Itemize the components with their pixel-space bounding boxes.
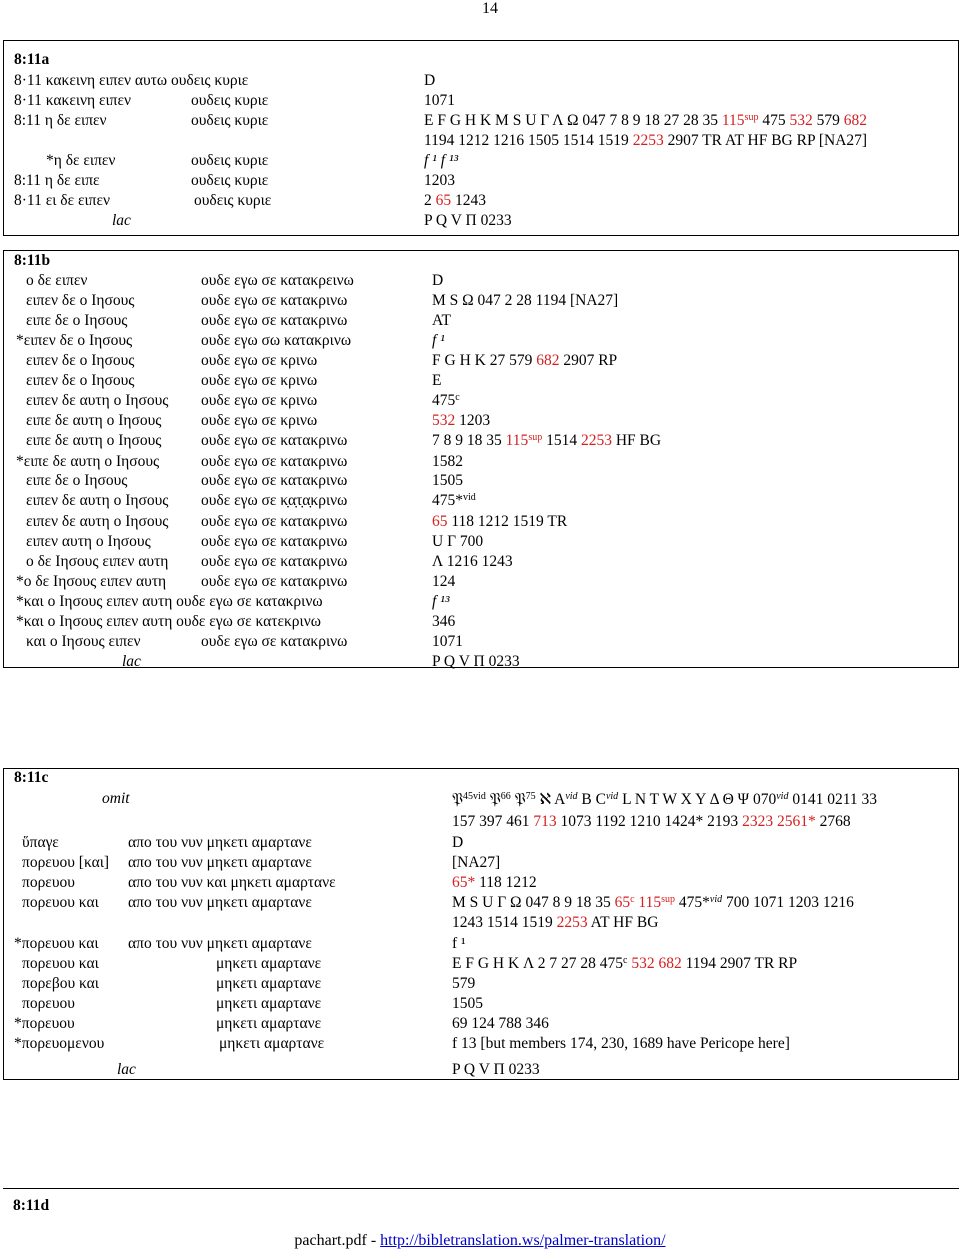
witness-superscript: sup <box>528 432 543 443</box>
section-8-11c <box>3 768 959 1080</box>
reading: *η δε ειπεν <box>46 152 116 169</box>
witness-list <box>432 272 443 290</box>
table-row <box>4 935 958 955</box>
table-row <box>4 593 958 613</box>
reading: ειπεν δε ο Ιησους <box>26 372 135 389</box>
table-row <box>4 1015 958 1035</box>
table-row <box>4 955 958 975</box>
table-row <box>4 633 958 653</box>
witness-list <box>432 412 490 430</box>
witness-list: 1194 1212 1216 1505 1514 1519 2253 2907 TR AT HF BG RP [NA27] <box>424 132 868 149</box>
witness-superscript: vid <box>709 894 723 905</box>
witness-list <box>452 955 797 973</box>
table-row <box>4 1035 958 1055</box>
reading-phrase: ουδε εγω σε κατακρινω <box>201 472 348 489</box>
witness-text: 475 <box>432 392 456 409</box>
table-row <box>4 533 958 553</box>
witness-superscript: vid <box>463 492 476 503</box>
witness-list <box>452 854 500 872</box>
witness-text: 682 <box>658 955 682 972</box>
witness-text: f 13 [but members 174, 230, 1689 have Pericope here] <box>452 1035 790 1052</box>
witness-text: 1194 2907 TR RP <box>681 955 798 972</box>
witness-text: 1243 1514 1519 <box>452 914 557 931</box>
reading-phrase: ουδε εγω σε κατακρινω <box>201 533 348 550</box>
witness-text: E <box>432 372 442 389</box>
witness-list: P Q V Π 0233 <box>424 212 512 229</box>
reading: ὕπαγε <box>22 834 59 851</box>
table-row <box>4 854 958 874</box>
reading: ειπεν δε ο Ιησους <box>26 352 135 369</box>
witness-list <box>452 834 463 852</box>
witness-text: D <box>452 834 464 851</box>
reading-phrase: ουδε εγω σε κατακρινω <box>201 633 348 650</box>
reading: ειπε δε αυτη ο Ιησους <box>26 432 162 449</box>
witness-text: 1514 <box>542 432 581 449</box>
witness-list <box>432 653 520 671</box>
reading-phrase: μηκετι αμαρτανε <box>219 1035 325 1052</box>
reading-phrase: απο του νυν μηκετι αμαρτανε <box>128 894 312 911</box>
footer-filename: pachart.pdf - <box>294 1232 381 1249</box>
reading-phrase: ουδεις κυριε <box>194 192 272 209</box>
reading-phrase: ουδε εγω σε κατακρινω <box>201 312 348 329</box>
reading: ειπεν δε αυτη ο Ιησους <box>26 492 169 509</box>
reading: ειπε δε αυτη ο Ιησους <box>26 412 162 429</box>
witness-list <box>432 292 618 310</box>
footer-link[interactable]: http://bibletranslation.ws/palmer-translation/ <box>380 1232 666 1249</box>
witness-text: P Q V Π 0233 <box>432 653 520 670</box>
reading-phrase: ουδε εγω σε κατακρινω <box>201 292 348 309</box>
table-row <box>4 272 958 292</box>
witness-text: AT HF BG <box>587 914 659 931</box>
witness-text-red: 682 <box>536 352 560 369</box>
witness-superscript: c <box>455 392 460 403</box>
table-row <box>4 472 958 492</box>
witness-text-red: 65* <box>452 874 476 891</box>
witness-superscript: sup <box>661 894 675 905</box>
reading-phrase: απο του νυν μηκετι αμαρτανε <box>128 854 312 871</box>
witness-list <box>452 995 483 1013</box>
witness-list <box>432 573 455 591</box>
witness-text: 124 <box>432 573 456 590</box>
witness-list <box>432 492 476 510</box>
witness-text: P Q V Π 0233 <box>452 1061 540 1078</box>
witness-text: [NA27] <box>452 854 501 871</box>
reading: ο δε ειπεν <box>26 272 88 289</box>
section-8-11a <box>3 40 959 236</box>
section-title: 8:11c <box>14 769 49 786</box>
witness-text: 118 1212 1519 TR <box>447 513 568 530</box>
witness-list <box>432 432 661 450</box>
witness-list <box>452 894 854 912</box>
witness-text-red: 65 <box>432 513 448 530</box>
reading: πορευου και <box>22 955 99 972</box>
witness-text: 69 124 788 346 <box>452 1015 549 1032</box>
witness-list <box>432 593 449 611</box>
table-row <box>4 392 958 412</box>
witness-list <box>452 935 466 953</box>
witness-list <box>432 633 463 651</box>
reading: 8:11 η δε ειπεν <box>14 112 107 129</box>
witness-list <box>452 914 658 932</box>
table-row <box>4 352 958 372</box>
witness-text: 1582 <box>432 453 463 470</box>
witness-text: Λ 1216 1243 <box>432 553 513 570</box>
witness-text: 115 <box>638 894 662 911</box>
witness-list <box>432 392 460 410</box>
witness-text-red: 115 <box>505 432 529 449</box>
table-row <box>4 453 958 473</box>
witness-text: 579 <box>452 975 476 992</box>
table-row <box>4 613 958 633</box>
reading-phrase: ουδε εγω σε κατακρινω <box>201 513 348 530</box>
witness-list <box>452 874 537 892</box>
witness-list <box>432 472 463 490</box>
reading: 8:11 η δε ειπε <box>14 172 100 189</box>
table-row <box>4 573 958 593</box>
witness-list <box>432 332 445 350</box>
table-row <box>4 975 958 995</box>
witness-list <box>432 312 451 330</box>
witness-text: 346 <box>432 613 456 630</box>
witness-list <box>432 352 617 370</box>
reading: και ο Ιησους ειπεν <box>26 633 141 650</box>
witness-text: E F G H K Λ 2 7 27 28 475 <box>452 955 624 972</box>
reading: ειπε δε ο Ιησους <box>26 312 128 329</box>
page-number: 14 <box>482 0 498 17</box>
reading-phrase: μηκετι αμαρτανε <box>216 955 322 972</box>
reading: *ειπε δε αυτη ο Ιησους <box>16 453 160 470</box>
reading-phrase: ουδεις κυριε <box>191 172 269 189</box>
reading-phrase: μηκετι αμαρτανε <box>216 975 322 992</box>
table-row <box>4 412 958 432</box>
witness-text: 1505 <box>432 472 463 489</box>
table-row <box>4 312 958 332</box>
witness-text: 1203 <box>455 412 491 429</box>
witness-list: 2 65 1243 <box>424 192 486 209</box>
reading: *και ο Ιησους ειπεν αυτη ουδε εγω σε κατακρινω <box>16 593 323 610</box>
witness-text: 2907 RP <box>559 352 618 369</box>
witness-text: D <box>432 272 444 289</box>
table-row <box>4 553 958 573</box>
footer <box>0 1232 960 1250</box>
witness-superscript: c <box>630 894 635 905</box>
witness-list <box>452 1035 790 1053</box>
reading-phrase: απο του νυν μηκετι αμαρτανε <box>128 935 312 952</box>
witness-list: 𝔓$^{45vid}$ 𝔓$^{66}$ 𝔓$^{75}$ ℵ $A^{vid}$ B $C^{vid}$ L N T W X Y Δ Θ Ψ $070^{vid}$ 0141 0211 33 <box>452 791 878 808</box>
reading-phrase: ουδεις κυριε <box>191 92 269 109</box>
table-row <box>4 292 958 312</box>
reading: *και ο Ιησους ειπεν αυτη ουδε εγω σε κατεκρινω <box>16 613 321 630</box>
witness-text: F G H K 27 579 <box>432 352 537 369</box>
witness-superscript: c <box>623 955 628 966</box>
reading-phrase: ουδε εγω σε κρινω <box>201 392 318 409</box>
reading-phrase: ουδε εγω σε κρινω <box>201 412 318 429</box>
table-row <box>4 874 958 894</box>
reading: *πορευου <box>14 1015 75 1032</box>
reading: ειπε δε ο Ιησους <box>26 472 128 489</box>
reading: ειπεν δε αυτη ο Ιησους <box>26 513 169 530</box>
witness-text: 7 8 9 18 35 <box>432 432 506 449</box>
witness-list <box>432 513 567 531</box>
reading-phrase: ουδεις κυριε <box>191 112 269 129</box>
reading-phrase: ουδε εγω σε κρινω <box>201 352 318 369</box>
witness-list <box>452 1015 549 1033</box>
table-row <box>4 995 958 1015</box>
witness-list <box>452 975 475 993</box>
reading: πορευου [και] <box>22 854 110 871</box>
witness-text: 700 1071 1203 1216 <box>722 894 854 911</box>
reading: ο δε Ιησους ειπεν αυτη <box>26 553 169 570</box>
section-title: 8:11a <box>14 51 50 68</box>
section-title: 8:11d <box>13 1197 50 1214</box>
omit-label: omit <box>102 790 130 807</box>
witness-list: E F G H K M S U Γ Λ Ω 047 7 8 9 18 27 28 35 $115^{sup}$ 475 532 579 682 <box>424 112 867 129</box>
reading-phrase: απο του νυν και μηκετι αμαρτανε <box>128 874 336 891</box>
witness-text: U Γ 700 <box>432 533 484 550</box>
reading: *ο δε Ιησους ειπεν αυτη <box>16 573 167 590</box>
reading-phrase: ουδε εγω σε κατακρινω <box>201 432 348 449</box>
reading-phrase: ουδε εγω σε κατακρινω <box>201 453 348 470</box>
table-row <box>4 332 958 352</box>
reading-phrase: ουδε εγω σε κατακρινω <box>201 573 348 590</box>
section-8-11b <box>3 250 959 668</box>
witness-list <box>432 533 483 551</box>
reading-phrase: ουδε εγω σε κατακρεινω <box>201 272 354 289</box>
witness-text: 532 <box>631 955 655 972</box>
reading: *πορευομενου <box>14 1035 105 1052</box>
reading-phrase: ουδε εγω σε κ̣α̣τ̣α̣κρινω <box>201 492 348 509</box>
witness-text: 475* <box>675 894 710 911</box>
witness-list <box>432 553 513 571</box>
witness-list: 1071 <box>424 92 455 109</box>
reading: 8·11 ει δε ειπεν <box>14 192 110 209</box>
reading: 8·11 κακεινη ειπεν <box>14 92 132 109</box>
witness-list: 1203 <box>424 172 455 189</box>
witness-text: f ¹ <box>432 332 445 349</box>
reading: ειπεν αυτη ο Ιησους <box>26 533 151 550</box>
reading: πορευου <box>22 995 75 1012</box>
witness-text: HF BG <box>611 432 662 449</box>
witness-list <box>452 1061 540 1079</box>
witness-list <box>432 372 441 390</box>
witness-text: 475* <box>432 492 463 509</box>
witness-text: M S Ω 047 2 28 1194 [NA27] <box>432 292 619 309</box>
witness-text: 118 1212 <box>475 874 537 891</box>
reading-phrase: μηκετι αμαρτανε <box>216 995 322 1012</box>
table-row <box>4 1061 958 1081</box>
lac-label: lac <box>122 653 141 670</box>
witness-text: AT <box>432 312 451 329</box>
witness-list <box>432 613 455 631</box>
witness-text: 1505 <box>452 995 483 1012</box>
witness-text: f ¹³ <box>432 593 450 610</box>
table-row <box>4 372 958 392</box>
reading: 8·11 κακεινη ειπεν αυτω ουδεις κυριε <box>14 72 249 89</box>
witness-text-red: 532 <box>432 412 456 429</box>
table-row <box>4 513 958 533</box>
reading: πορευου <box>22 874 75 891</box>
witness-list <box>432 453 463 471</box>
witness-list: 157 397 461 713 1073 1192 1210 1424* 2193 2323 2561* 2768 <box>452 813 851 830</box>
lac-label: lac <box>112 212 131 229</box>
table-row <box>4 492 958 512</box>
reading: πορεβου και <box>22 975 99 992</box>
witness-text-red: 2253 <box>580 432 612 449</box>
lac-label: lac <box>117 1061 136 1078</box>
section-8-11d <box>3 1188 959 1214</box>
reading: *ειπεν δε ο Ιησους <box>16 332 133 349</box>
table-row <box>4 653 958 673</box>
reading: πορευου και <box>22 894 99 911</box>
table-row <box>4 894 958 931</box>
reading: ειπεν δε ο Ιησους <box>26 292 135 309</box>
witness-list: D <box>424 72 436 89</box>
table-row <box>4 834 958 854</box>
table-row <box>4 432 958 452</box>
reading: *πορευου και <box>14 935 99 952</box>
section-title: 8:11b <box>14 252 51 269</box>
reading-phrase: ουδε εγω σε κατακρινω <box>201 553 348 570</box>
reading-phrase: ουδε εγω σω κατακρινω <box>201 332 352 349</box>
reading-phrase: μηκετι αμαρτανε <box>216 1015 322 1032</box>
witness-list: f ¹ f ¹³ <box>424 152 459 169</box>
witness-text: 1071 <box>432 633 463 650</box>
reading: ειπεν δε αυτη ο Ιησους <box>26 392 169 409</box>
witness-text: f ¹ <box>452 935 466 952</box>
reading-phrase: ουδε εγω σε κρινω <box>201 372 318 389</box>
reading-phrase: απο του νυν μηκετι αμαρτανε <box>128 834 312 851</box>
witness-text: 2253 <box>556 914 588 931</box>
witness-text: 65 <box>614 894 631 911</box>
witness-text: M S U Γ Ω 047 8 9 18 35 <box>452 894 615 911</box>
reading-phrase: ουδεις κυριε <box>191 152 269 169</box>
